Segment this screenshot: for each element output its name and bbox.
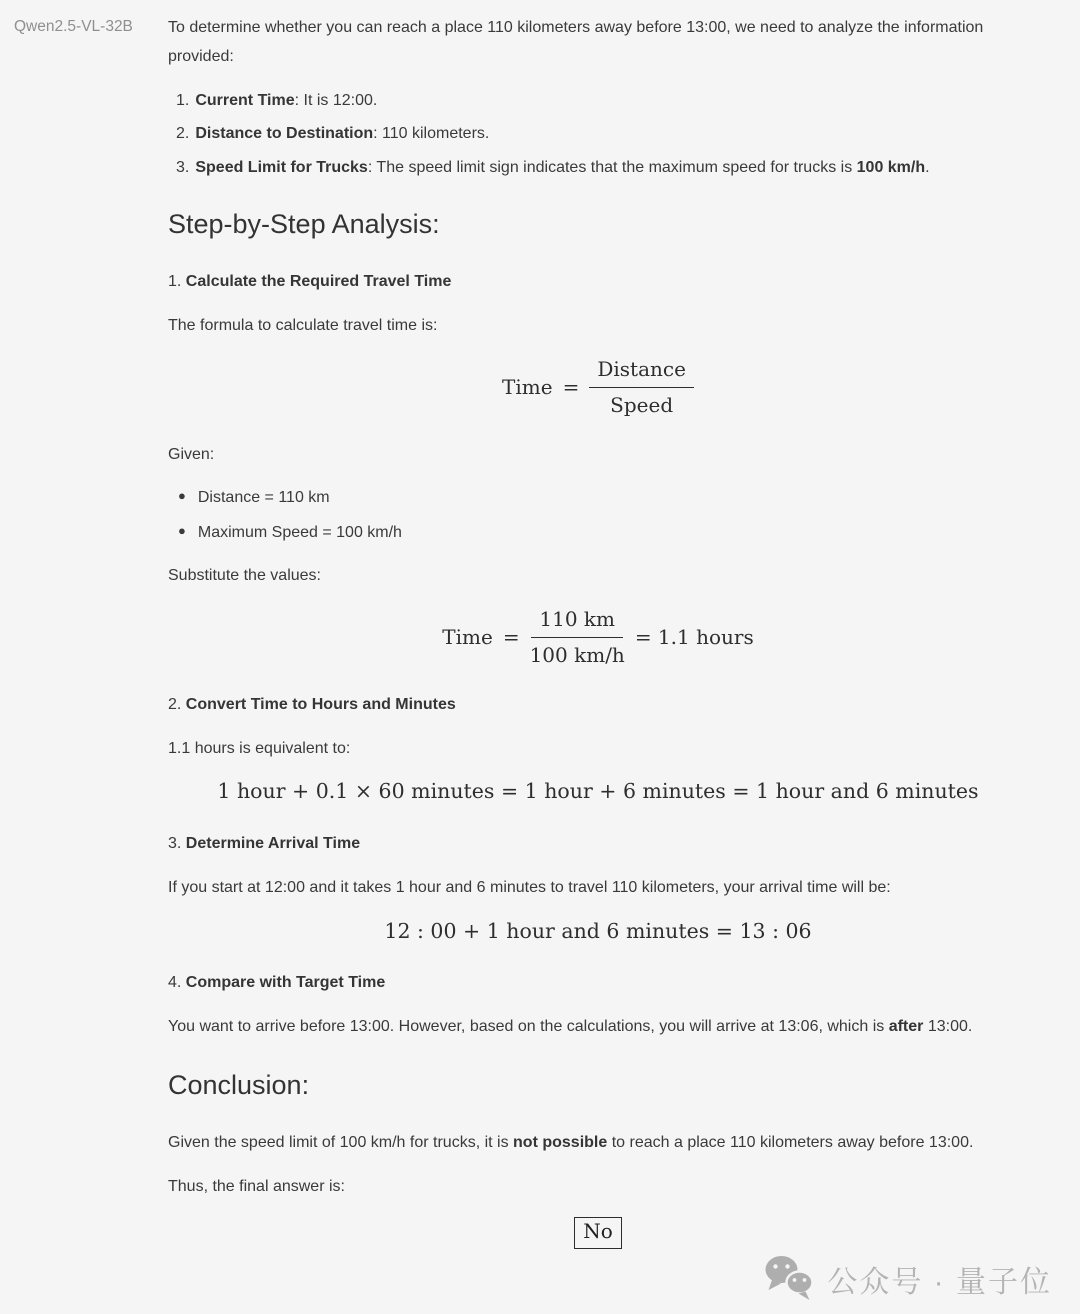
section-title-text: Convert Time to Hours and Minutes — [185, 695, 456, 713]
section-title-text: Determine Arrival Time — [185, 835, 361, 853]
formula-lhs: Time — [442, 624, 493, 649]
body-text: Given the speed limit of 100 km/h for trucks, it is — [168, 1134, 514, 1152]
body-bold-text: not possible — [513, 1134, 608, 1152]
list-item-text: : The speed limit sign indicates that the maximum speed for trucks is — [367, 159, 857, 177]
bullet-text: Maximum Speed = 100 km/h — [197, 524, 402, 542]
section-title-text: Compare with Target Time — [185, 974, 386, 992]
section-4-body — [168, 1013, 1028, 1042]
intro-paragraph: To determine whether you can reach a place 110 kilometers away before 13:00, we need to analyze the information provided: — [168, 19, 984, 65]
bullet-icon: ● — [178, 523, 186, 539]
given-label: Given: — [168, 445, 215, 463]
conversion-equation: 1 hour + 0.1 × 60 minutes = 1 hour + 6 minutes = 1 hour and 6 minutes — [217, 779, 979, 804]
list-item-label: Speed Limit for Trucks — [195, 159, 368, 177]
final-line: Thus, the final answer is: — [168, 1177, 345, 1195]
bullet-item — [178, 519, 1028, 548]
section-4-title — [168, 969, 1028, 998]
formula-lhs: Time — [502, 374, 553, 399]
wechat-icon — [763, 1254, 815, 1304]
section-number: 4. — [168, 974, 182, 992]
section-2-title — [168, 691, 1028, 720]
list-item — [176, 154, 1028, 183]
boxed-answer: No — [574, 1217, 622, 1249]
model-name-label: Qwen2.5-VL-32B — [14, 18, 133, 35]
fraction-numerator: Distance — [589, 356, 694, 388]
info-list — [168, 87, 1028, 183]
list-item-text: : It is 12:00. — [294, 91, 378, 109]
arrival-time-equation: 12 : 00 + 1 hour and 6 minutes = 13 : 06 — [384, 918, 812, 943]
section-3-body: If you start at 12:00 and it takes 1 hour and 6 minutes to travel 110 kilometers, your arrival time will be: — [168, 878, 891, 896]
section-1-body: The formula to calculate travel time is: — [168, 316, 438, 334]
list-item — [176, 120, 1028, 149]
fraction-denominator: 100 km/h — [529, 642, 625, 667]
equals-sign: = — [502, 624, 520, 649]
list-number: 3. — [176, 159, 190, 177]
fraction — [530, 606, 625, 669]
substitute-label: Substitute the values: — [168, 567, 321, 585]
bullet-icon: ● — [178, 488, 186, 504]
watermark — [763, 1254, 1052, 1304]
formula-result: = 1.1 hours — [634, 624, 754, 649]
body-text: 13:00. — [923, 1018, 973, 1036]
list-item — [176, 87, 1028, 116]
list-number: 1. — [176, 91, 190, 109]
list-item-text: : 110 kilometers. — [373, 125, 490, 143]
list-number: 2. — [176, 125, 190, 143]
equals-sign: = — [562, 374, 580, 399]
bullet-text: Distance = 110 km — [197, 489, 330, 507]
list-item-label: Distance to Destination — [195, 125, 374, 143]
formula-substituted — [168, 606, 1028, 669]
section-title-text: Calculate the Required Travel Time — [185, 273, 452, 291]
body-text: to reach a place 110 kilometers away before 13:00. — [607, 1134, 974, 1152]
fraction-numerator: 110 km — [531, 606, 623, 638]
list-item-bold-value: 100 km/h — [856, 159, 926, 177]
fraction — [589, 356, 694, 419]
conclusion-paragraph — [168, 1129, 1028, 1158]
section-number: 1. — [168, 273, 182, 291]
response-content — [168, 14, 1028, 1249]
bullet-item — [178, 484, 1028, 513]
watermark-text: 公众号 · 量子位 — [827, 1266, 1052, 1299]
conclusion-heading: Conclusion: — [168, 1069, 310, 1100]
list-item-label: Current Time — [195, 91, 295, 109]
section-1-title — [168, 268, 1028, 297]
section-3-title — [168, 830, 1028, 859]
given-list — [168, 484, 1028, 548]
section-number: 2. — [168, 695, 182, 713]
section-2-body: 1.1 hours is equivalent to: — [168, 739, 351, 757]
analysis-heading: Step-by-Step Analysis: — [168, 208, 440, 239]
fraction-denominator: Speed — [610, 392, 674, 417]
final-answer-row — [168, 1217, 1028, 1249]
section-number: 3. — [168, 835, 182, 853]
body-text: You want to arrive before 13:00. However, based on the calculations, you will arrive at 13:06, which is — [168, 1018, 889, 1036]
body-bold-text: after — [888, 1018, 924, 1036]
formula-travel-time — [168, 356, 1028, 419]
list-item-text-after: . — [925, 159, 930, 177]
